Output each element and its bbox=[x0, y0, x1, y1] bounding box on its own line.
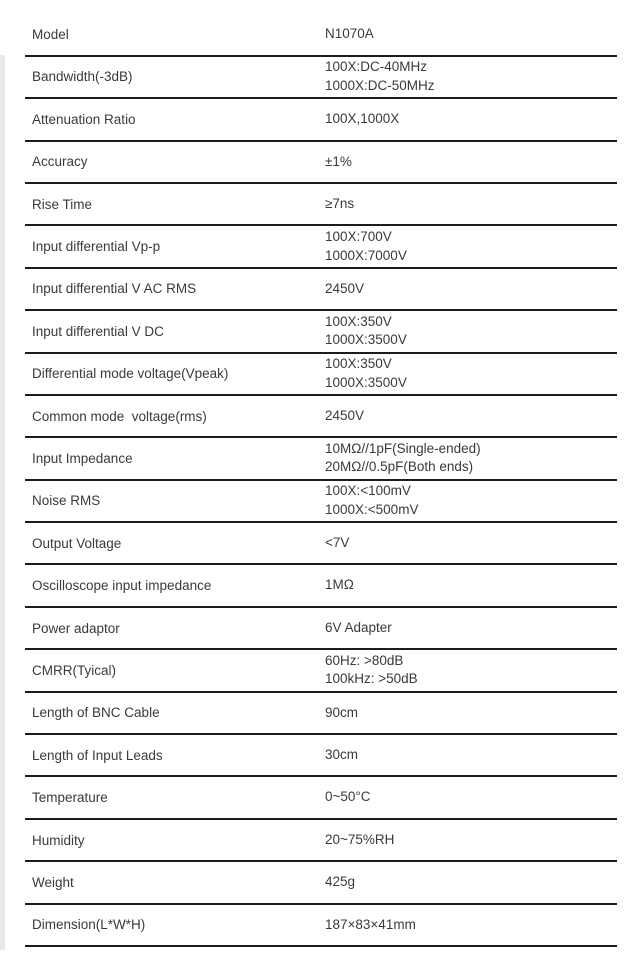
spec-value-line: ±1% bbox=[325, 153, 352, 169]
spec-value-line: 187×83×41mm bbox=[325, 916, 416, 932]
spec-table bbox=[25, 14, 617, 947]
spec-value-line: N1070A bbox=[325, 26, 374, 42]
spec-value bbox=[325, 153, 617, 172]
table-row bbox=[25, 777, 617, 819]
spec-value-line: 1000X:7000V bbox=[325, 247, 407, 263]
spec-value-line: 100X:DC-40MHz bbox=[325, 59, 428, 75]
spec-value-line: 1MΩ bbox=[325, 577, 354, 593]
table-row bbox=[25, 820, 617, 862]
table-row bbox=[25, 481, 617, 523]
spec-value-line: 30cm bbox=[325, 746, 359, 762]
spec-value bbox=[325, 110, 617, 129]
spec-label: Noise RMS bbox=[32, 493, 101, 509]
spec-value bbox=[325, 576, 617, 595]
spec-label: Attenuation Ratio bbox=[32, 111, 136, 127]
spec-label: Input differential V DC bbox=[32, 323, 164, 339]
spec-value bbox=[325, 652, 617, 689]
spec-value bbox=[325, 788, 617, 807]
table-row bbox=[25, 14, 617, 56]
spec-value bbox=[325, 534, 617, 553]
spec-value bbox=[325, 280, 617, 299]
spec-label: Input Impedance bbox=[32, 450, 133, 466]
page-edge-shading bbox=[0, 55, 5, 950]
table-row bbox=[25, 862, 617, 904]
spec-value bbox=[325, 619, 617, 638]
spec-label: Weight bbox=[32, 874, 74, 890]
spec-value-line: ≥7ns bbox=[325, 195, 355, 211]
spec-label: Length of Input Leads bbox=[32, 747, 163, 763]
spec-value-line: 2450V bbox=[325, 407, 365, 423]
spec-label: Temperature bbox=[32, 790, 108, 806]
spec-value bbox=[325, 704, 617, 723]
spec-label: Accuracy bbox=[32, 154, 88, 170]
spec-value bbox=[325, 831, 617, 850]
spec-value-line: 100X:350V bbox=[325, 356, 392, 372]
spec-value bbox=[325, 195, 617, 214]
spec-label: Common mode voltage(rms) bbox=[32, 408, 207, 424]
table-row bbox=[25, 184, 617, 226]
spec-label: Humidity bbox=[32, 832, 85, 848]
table-row bbox=[25, 650, 617, 692]
spec-value bbox=[325, 228, 617, 265]
spec-value-line: 100X:700V bbox=[325, 229, 392, 245]
spec-value-line: 100X:<100mV bbox=[325, 483, 411, 499]
table-row bbox=[25, 57, 617, 99]
spec-value bbox=[325, 407, 617, 426]
table-row bbox=[25, 565, 617, 607]
table-row bbox=[25, 226, 617, 268]
spec-label: CMRR(Tyical) bbox=[32, 662, 116, 678]
spec-value-line: 60Hz: >80dB bbox=[325, 652, 404, 668]
spec-label: Input differential V AC RMS bbox=[32, 281, 197, 297]
spec-value bbox=[325, 482, 617, 519]
spec-label: Rise Time bbox=[32, 196, 93, 212]
spec-label: Power adaptor bbox=[32, 620, 120, 636]
table-row bbox=[25, 735, 617, 777]
table-row bbox=[25, 523, 617, 565]
spec-value-line: 2450V bbox=[325, 280, 365, 296]
spec-value bbox=[325, 58, 617, 95]
spec-value-line: 0~50°C bbox=[325, 789, 371, 805]
spec-value-line: 20~75%RH bbox=[325, 831, 395, 847]
spec-value-line: 1000X:3500V bbox=[325, 374, 407, 390]
spec-value bbox=[325, 355, 617, 392]
spec-value-line: 6V Adapter bbox=[325, 619, 392, 635]
table-row bbox=[25, 693, 617, 735]
spec-value bbox=[325, 746, 617, 765]
spec-value-line: 100X:350V bbox=[325, 313, 392, 329]
spec-label: Dimension(L*W*H) bbox=[32, 917, 146, 933]
spec-value bbox=[325, 313, 617, 350]
spec-label: Oscilloscope input impedance bbox=[32, 578, 212, 594]
table-row bbox=[25, 396, 617, 438]
spec-value-line: 90cm bbox=[325, 704, 359, 720]
spec-label: Bandwidth(-3dB) bbox=[32, 69, 133, 85]
table-row bbox=[25, 905, 617, 947]
table-row bbox=[25, 269, 617, 311]
spec-label: Input differential Vp-p bbox=[32, 239, 161, 255]
table-row bbox=[25, 311, 617, 353]
spec-value-line: 10MΩ//1pF(Single-ended) bbox=[325, 440, 481, 456]
table-row bbox=[25, 608, 617, 650]
spec-value-line: 425g bbox=[325, 874, 356, 890]
table-row bbox=[25, 142, 617, 184]
table-row bbox=[25, 354, 617, 396]
spec-value-line: 100X,1000X bbox=[325, 111, 400, 127]
spec-value-line: 1000X:DC-50MHz bbox=[325, 77, 435, 93]
spec-value-line: 20MΩ//0.5pF(Both ends) bbox=[325, 459, 474, 475]
spec-value bbox=[325, 873, 617, 892]
spec-value-line: 1000X:3500V bbox=[325, 332, 407, 348]
spec-value bbox=[325, 25, 617, 44]
table-row bbox=[25, 438, 617, 480]
spec-label: Differential mode voltage(Vpeak) bbox=[32, 366, 229, 382]
spec-value-line: 100kHz: >50dB bbox=[325, 671, 418, 687]
spec-value bbox=[325, 440, 617, 477]
spec-value-line: 1000X:<500mV bbox=[325, 501, 419, 517]
table-row bbox=[25, 99, 617, 141]
spec-label: Model bbox=[32, 27, 69, 43]
spec-value-line: <7V bbox=[325, 535, 350, 551]
spec-label: Output Voltage bbox=[32, 535, 122, 551]
spec-value bbox=[325, 916, 617, 935]
spec-label: Length of BNC Cable bbox=[32, 705, 160, 721]
